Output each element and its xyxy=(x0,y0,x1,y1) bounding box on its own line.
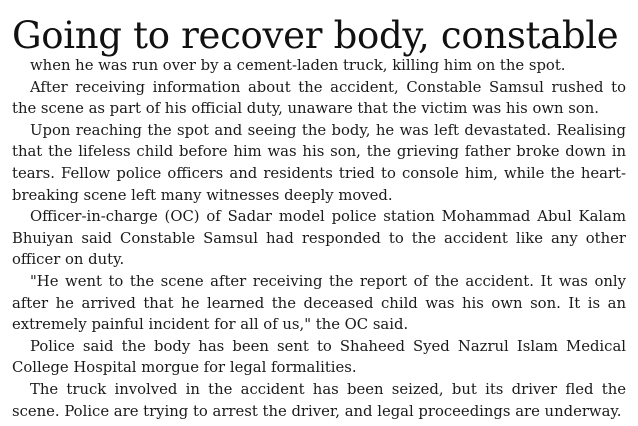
headline: Going to recover body, constable xyxy=(12,14,619,57)
paragraph-morgue: Police said the body has been sent to Shaheed Syed Nazrul Islam Medical College Hospital morgue for legal formalities. xyxy=(12,337,626,377)
paragraph-truck-seized: The truck involved in the accident has been seized, but its driver fled the scene. Police are trying to arrest the driver, and legal proceedings are underway. xyxy=(12,380,626,420)
paragraph-continuation: when he was run over by a cement-laden truck, killing him on the spot. xyxy=(30,57,566,74)
paragraph-rushed-to-scene: After receiving information about the accident, Constable Samsul rushed to the scene as part of his official duty, unaware that the victim was his own son. xyxy=(12,78,626,118)
news-article xyxy=(12,0,626,422)
paragraph-oc-statement: Officer-in-charge (OC) of Sadar model police station Mohammad Abul Kalam Bhuiyan said Constable Samsul had responded to the accident like any other officer on duty. xyxy=(12,208,626,269)
paragraph-devastated-father: Upon reaching the spot and seeing the body, he was left devastated. Realising that the lifeless child before him was his son, the grieving father broke down in tears. Fellow police officers and residents tried to console him, while the heart-breaking scene left many witnesses deeply moved. xyxy=(12,121,626,204)
paragraph-oc-quote: "He went to the scene after receiving the report of the accident. It was only after he arrived that he learned the deceased child was his own son. It is an extremely painful incident for all of us," the OC said. xyxy=(12,272,626,334)
article-body xyxy=(12,55,626,422)
